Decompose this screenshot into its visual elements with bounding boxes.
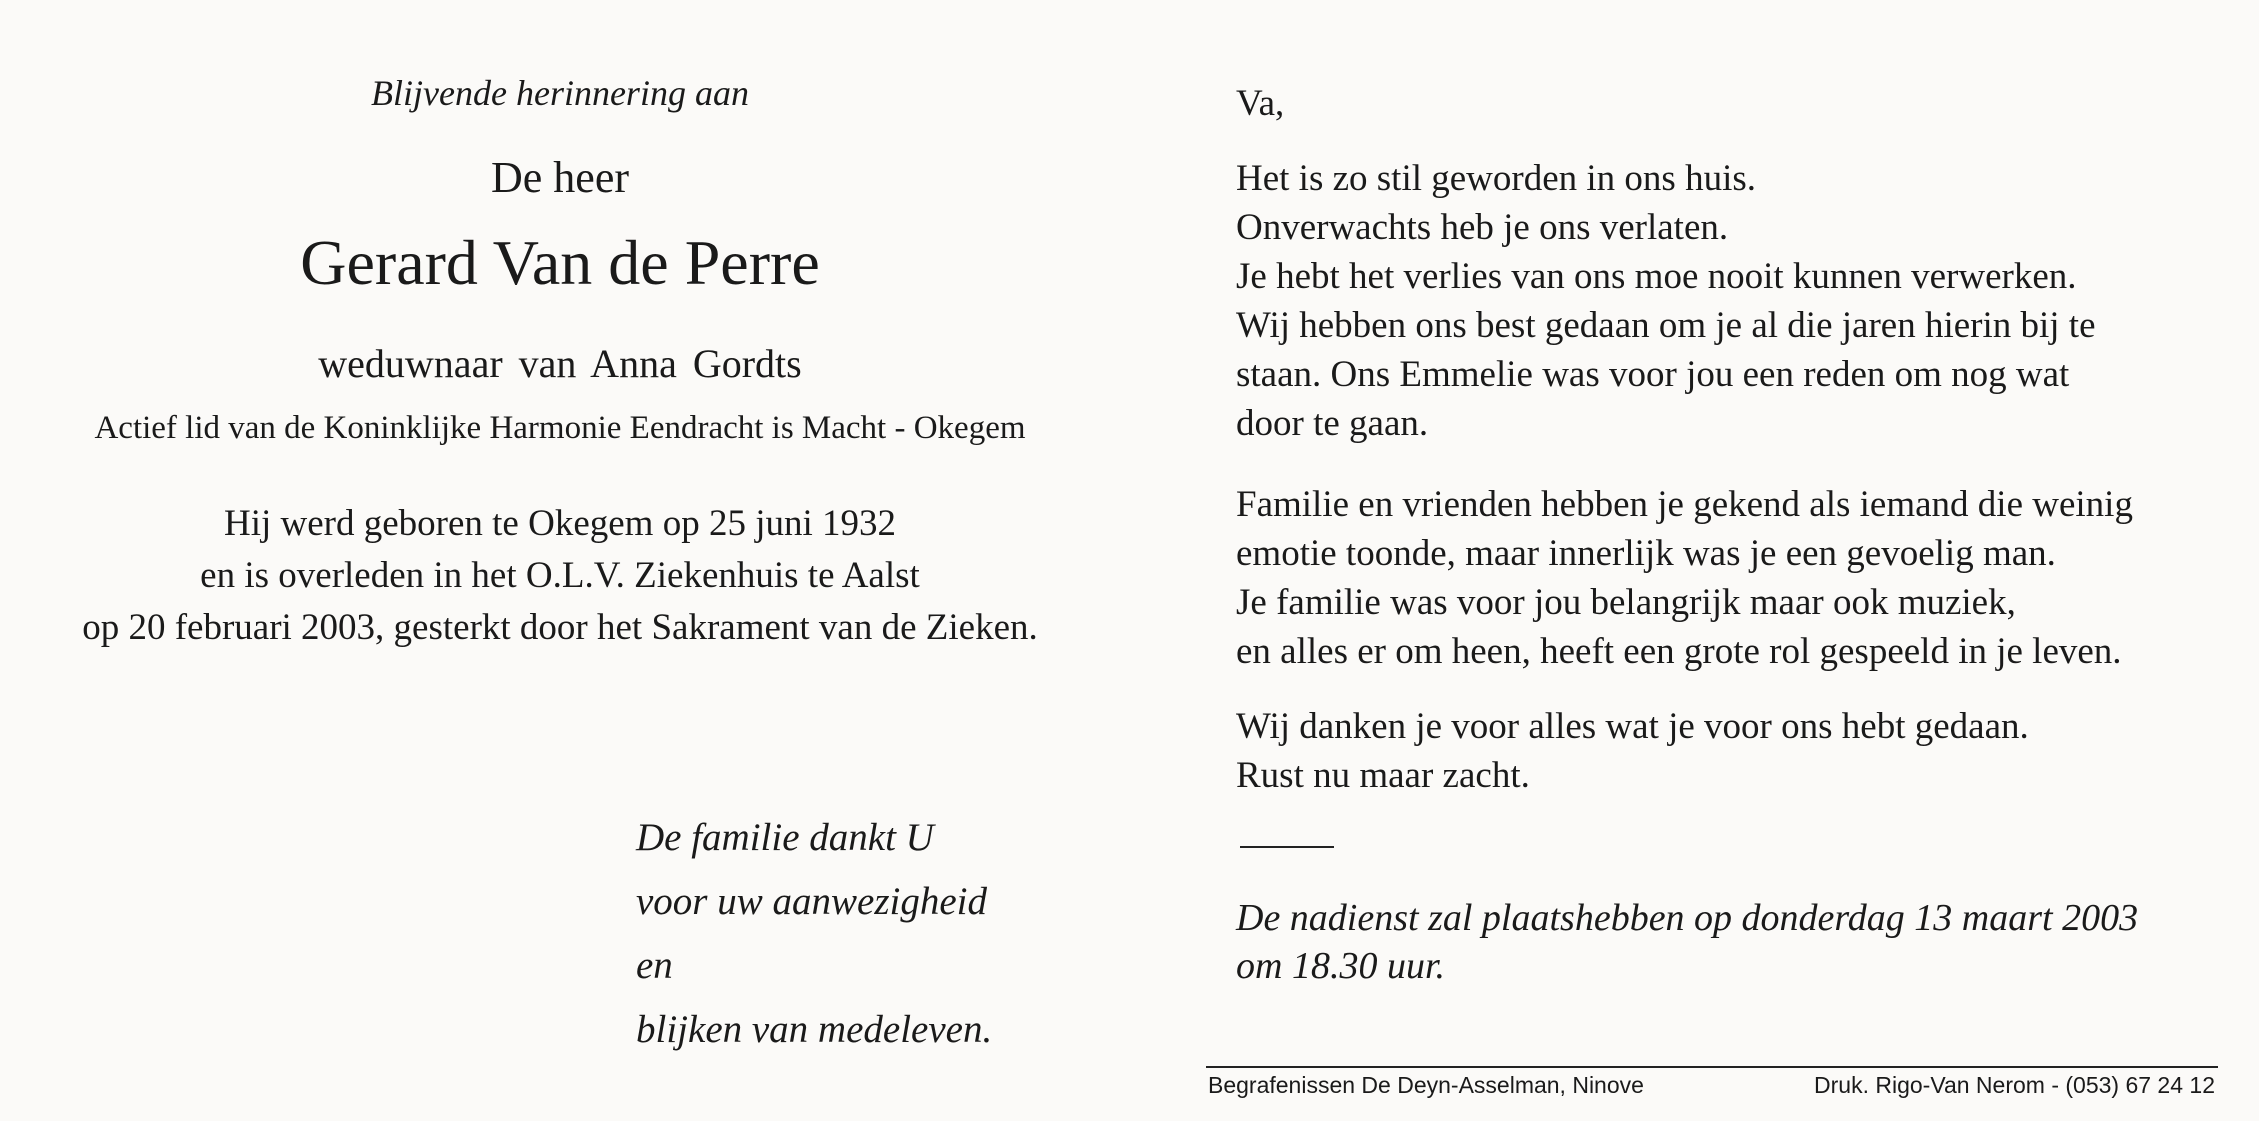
paragraph-line: Wij hebben ons best gedaan om je al die jaren hierin bij te (1236, 305, 2096, 346)
paragraph-line: Onverwachts heb je ons verlaten. (1236, 207, 1729, 248)
widower-line: weduwnaar van Anna Gordts (318, 341, 802, 386)
deceased-name: Gerard Van de Perre (300, 227, 820, 298)
membership-line: Actief lid van de Koninklijke Harmonie Eendracht is Macht - Okegem (94, 410, 1026, 446)
short-divider (1240, 846, 1334, 848)
service-line: De nadienst zal plaatshebben op donderdag 13 maart 2003 (1236, 897, 2139, 939)
bio-line: op 20 februari 2003, gesterkt door het Sakrament van de Zieken. (82, 607, 1038, 648)
paragraph-line: door te gaan. (1236, 403, 1429, 444)
honorific: De heer (490, 153, 629, 202)
funeral-home-credit: Begrafenissen De Deyn-Asselman, Ninove (1208, 1072, 1644, 1098)
paragraph-line: emotie toonde, maar innerlijk was je een gevoelig man. (1236, 533, 2056, 574)
greeting: Va, (1236, 83, 1285, 124)
paragraph-line: en alles er om heen, heeft een grote rol gespeeld in je leven. (1236, 631, 2122, 672)
thanks-line: voor uw aanwezigheid (636, 880, 987, 923)
paragraph-line: Het is zo stil geworden in ons huis. (1236, 158, 1757, 199)
paragraph-line: Je familie was voor jou belangrijk maar ook muziek, (1236, 582, 2016, 623)
bio-line: en is overleden in het O.L.V. Ziekenhuis te Aalst (200, 555, 920, 596)
paragraph-line: Rust nu maar zacht. (1236, 755, 1530, 796)
biography (60, 498, 1060, 654)
paragraph-2 (1236, 480, 2133, 676)
paragraph-line: Familie en vrienden hebben je gekend als iemand die weinig (1236, 484, 2133, 525)
thanks-line: blijken van medeleven. (636, 1008, 993, 1051)
family-thanks (636, 806, 992, 1062)
paragraph-line: Je hebt het verlies van ons moe nooit kunnen verwerken. (1236, 256, 2077, 297)
thanks-line: en (636, 944, 673, 987)
paragraph-line: Wij danken je voor alles wat je voor ons hebt gedaan. (1236, 706, 2029, 747)
intro-text: Blijvende herinnering aan (371, 73, 749, 113)
service-line: om 18.30 uur. (1236, 945, 1446, 987)
printer-credit: Druk. Rigo-Van Nerom - (053) 67 24 12 (1814, 1072, 2215, 1098)
left-panel (60, 0, 1060, 1121)
right-panel (1236, 0, 2236, 1121)
service-announcement (1236, 894, 2138, 990)
paragraph-line: staan. Ons Emmelie was voor jou een reden om nog wat (1236, 354, 2070, 395)
footer-divider (1206, 1066, 2218, 1068)
paragraph-1 (1236, 154, 2096, 448)
thanks-line: De familie dankt U (636, 816, 934, 859)
bio-line: Hij werd geboren te Okegem op 25 juni 1932 (223, 503, 897, 544)
paragraph-3 (1236, 702, 2029, 800)
